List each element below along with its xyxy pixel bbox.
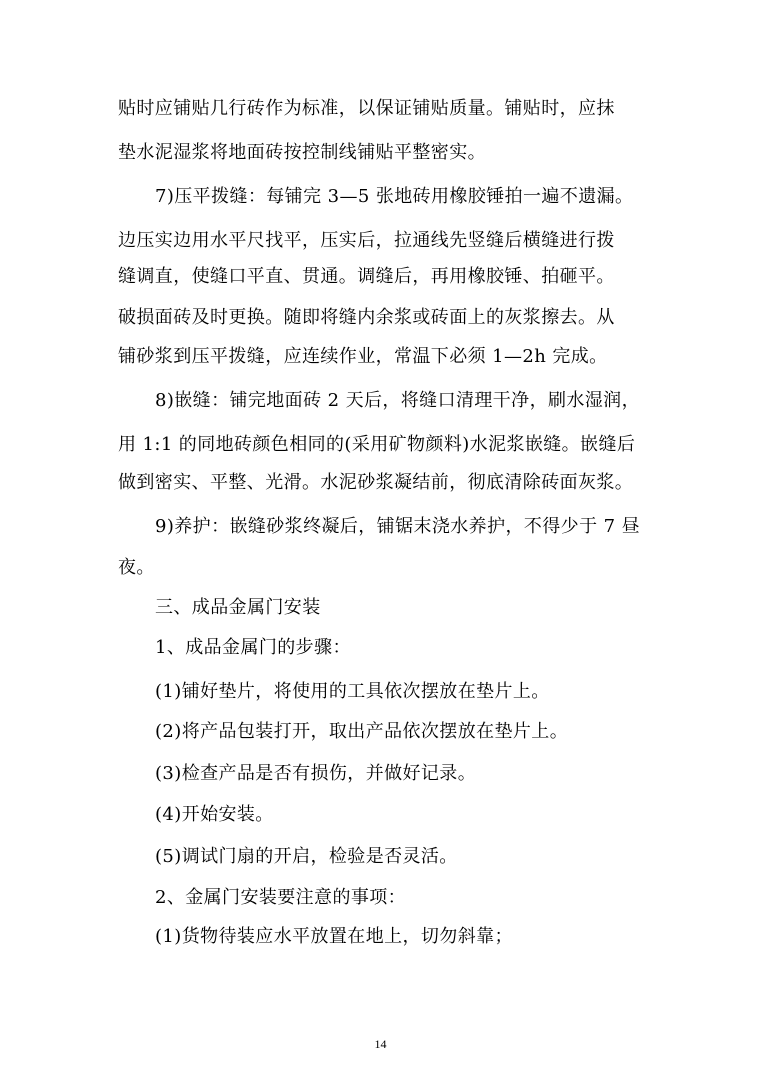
list-item: (3)检查产品是否有损伤，并做好记录。: [155, 763, 477, 784]
body-line: 缝调直，使缝口平直、贯通。调缝后，再用橡胶锤、拍砸平。: [118, 266, 615, 287]
body-line: 夜。: [118, 557, 155, 578]
subsection-heading: 1、成品金属门的步骤：: [155, 637, 351, 658]
body-line: 边压实边用水平尺找平，压实后，拉通线先竖缝后横缝进行拨: [118, 230, 615, 251]
list-item: (1)铺好垫片，将使用的工具依次摆放在垫片上。: [155, 681, 550, 702]
section-heading: 三、成品金属门安装: [155, 597, 321, 618]
body-line: 用 1:1 的同地砖颜色相同的(采用矿物颜料)水泥浆嵌缝。嵌缝后: [118, 434, 636, 455]
body-line: 破损面砖及时更换。随即将缝内余浆或砖面上的灰浆擦去。从: [118, 307, 615, 328]
body-line: 8)嵌缝：铺完地面砖 2 天后，将缝口清理干净，刷水湿润，: [155, 390, 640, 411]
subsection-heading: 2、金属门安装要注意的事项：: [155, 887, 407, 908]
list-item: (5)调试门扇的开启，检验是否灵活。: [155, 846, 458, 867]
body-line: 9)养护：嵌缝砂浆终凝后，铺锯末浇水养护，不得少于 7 昼: [155, 516, 640, 537]
body-line: 贴时应铺贴几行砖作为标准，以保证铺贴质量。铺贴时，应抹: [118, 98, 615, 119]
body-line: 铺砂浆到压平拨缝，应连续作业，常温下必须 1—2h 完成。: [118, 346, 608, 367]
list-item: (1)货物待装应水平放置在地上，切勿斜靠；: [155, 926, 513, 947]
page-number: 14: [374, 1037, 387, 1051]
list-item: (2)将产品包装打开，取出产品依次摆放在垫片上。: [155, 721, 569, 742]
list-item: (4)开始安装。: [155, 804, 274, 825]
body-line: 7)压平拨缝：每铺完 3—5 张地砖用橡胶锤拍一遍不遗漏。: [155, 186, 634, 207]
body-line: 垫水泥湿浆将地面砖按控制线铺贴平整密实。: [118, 142, 486, 163]
body-line: 做到密实、平整、光滑。水泥砂浆凝结前，彻底清除砖面灰浆。: [118, 472, 634, 493]
